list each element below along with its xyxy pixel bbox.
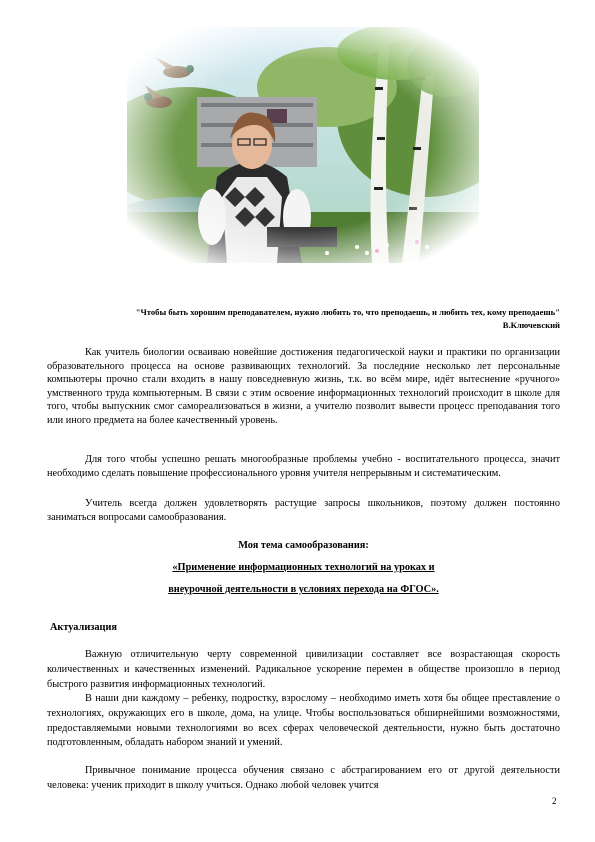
epigraph-quote: "Чтобы быть хорошим преподавателем, нужно любить то, что преподаешь, и любить тех, кому преподаешь" xyxy=(135,307,560,317)
intro-paragraph-1: Как учитель биологии осваиваю новейшие достижения педагогической науки и практики по организации образовательного процесса на основе развивающих технологий. За последние несколько лет персональные компьютеры прочно стали входить в нашу повседневную жизнь, т.к. во всём мире, идёт вытеснение «ручного» умственного труда компьютерным. В связи с этим освоение информационных технологий происходит в школе для того, чтобы выпускник смог самореализоваться в жизни, а учителю позволит вывести процесс преподавания того или иного предмета на более качественный уровень. xyxy=(47,347,560,426)
topic-title-line-1: «Применение информационных технологий на уроках и xyxy=(172,562,435,573)
topic-title-line-2: внеурочной деятельности в условиях перехода на ФГОС». xyxy=(168,584,439,595)
page-number: 2 xyxy=(552,796,557,806)
intro-paragraph-3: Учитель всегда должен удовлетворять растущие запросы школьников, поэтому должен постоянно заниматься вопросами самообразования. xyxy=(47,498,560,523)
section-paragraph-2: В наши дни каждому – ребенку, подростку, взрослому – необходимо иметь хотя бы общее преставление о технологиях, окружающих его в школе, дома, на улице. Чтобы воспользоваться обширнейшими возможностями, предоставляемыми новыми технологиями во всех сферах человеческой деятельности, нужно быть достаточно подготовленным, обладать набором знаний и умений. xyxy=(47,693,560,749)
epigraph xyxy=(60,306,560,332)
intro-paragraph-2: Для того чтобы успешно решать многообразные проблемы учебно - воспитательного процесса, значит необходимо сделать повышение профессионального уровня учителя непрерывным и систематическим. xyxy=(47,454,560,479)
epigraph-author: В.Ключевский xyxy=(502,320,560,330)
header-photo-collage xyxy=(127,27,479,263)
section-paragraph-1: Важную отличительную черту современной цивилизации составляет все возрастающая скорость количественных и качественных изменений. Радикальное ускорение перемен в обществе произошло в период быстрого развития информационных технологий. xyxy=(47,649,560,690)
topic-label: Моя тема самообразования: xyxy=(238,540,369,551)
self-education-topic xyxy=(47,540,560,595)
section-heading: Актуализация xyxy=(50,622,117,633)
section-paragraph-3: Привычное понимание процесса обучения связано с абстрагированием его от другой деятельности человека: ученик приходит в школу учиться. Однако любой человек учится xyxy=(47,765,560,791)
